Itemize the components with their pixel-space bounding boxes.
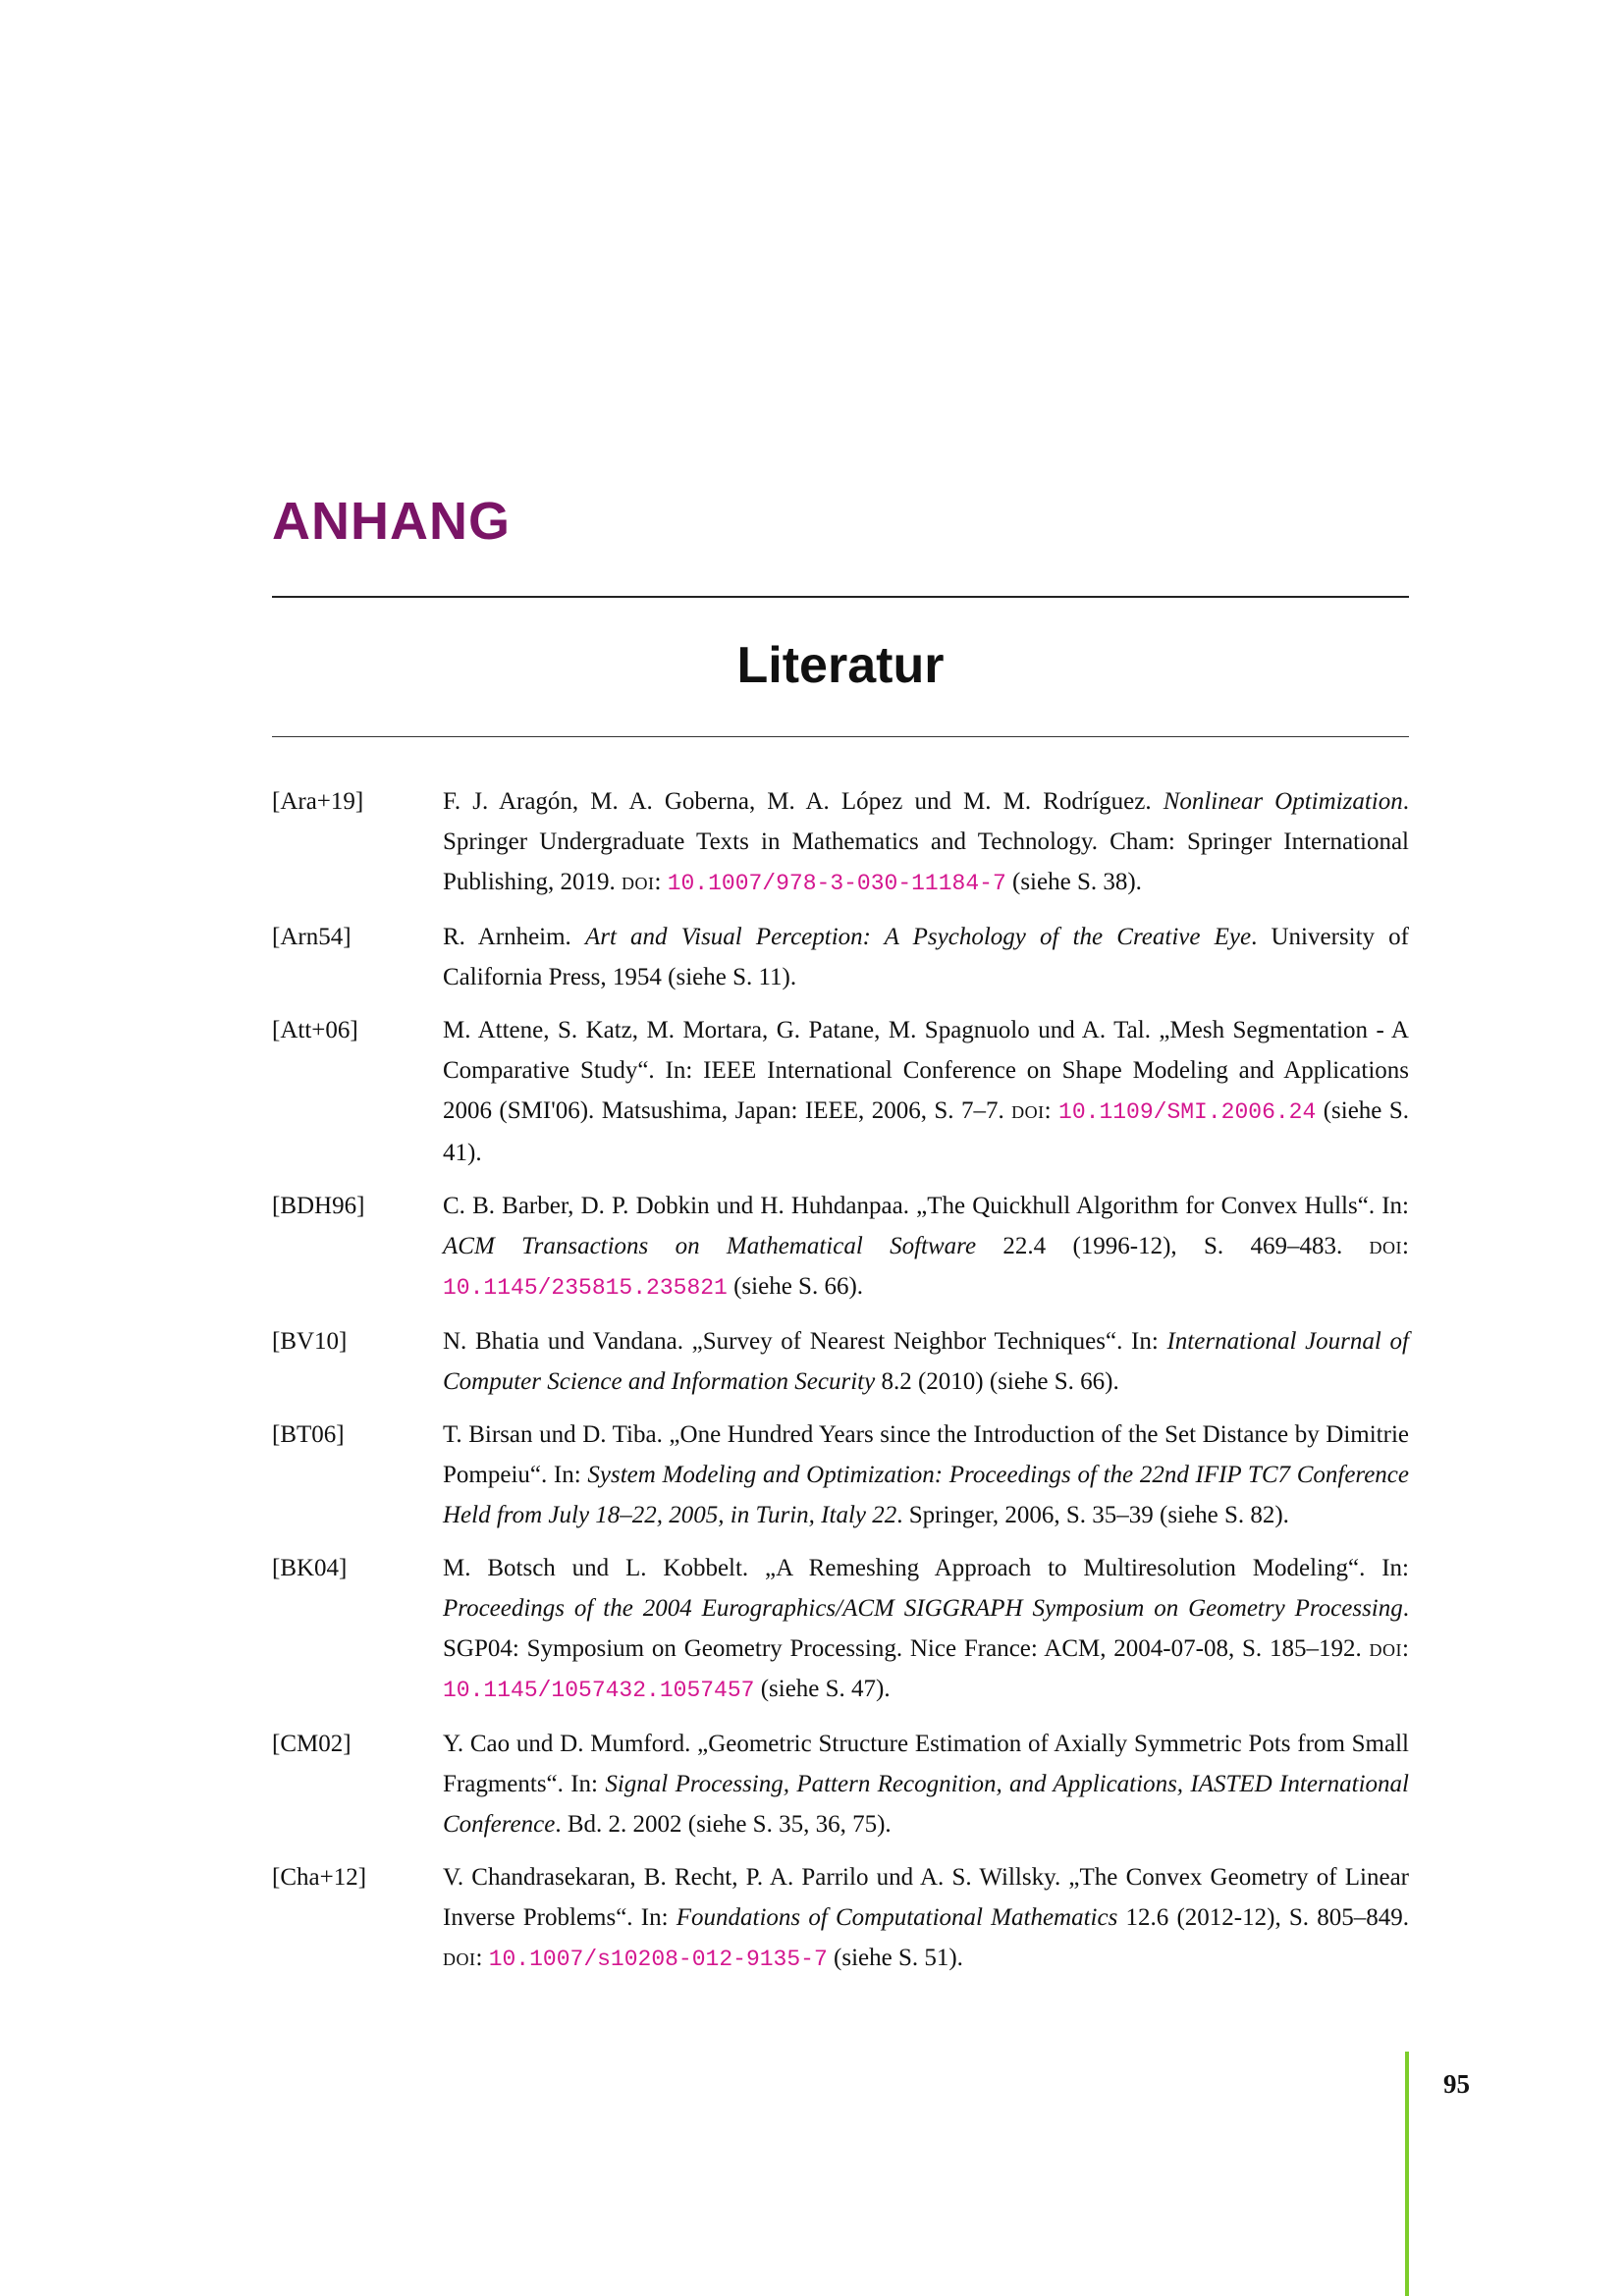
citation-key: [Cha+12] [272, 1864, 367, 1891]
citation-title: Art and Visual Perception: A Psychology of the Creative Eye [584, 924, 1252, 950]
citation-details: . University of California Press, 1954 (siehe S. 11). [443, 924, 1409, 990]
citation-text [443, 1857, 1409, 1980]
doi-link[interactable]: 10.1109/SMI.2006.24 [1058, 1099, 1317, 1125]
citation-details: . SGP04: Symposium on Geometry Processing. Nice France: ACM, 2004-07-08, S. 185–192. [443, 1595, 1409, 1662]
citation-text [443, 781, 1409, 904]
citation-key: [Ara+19] [272, 788, 364, 815]
doi-label: doi [621, 869, 655, 895]
doi-link[interactable]: 10.1145/235815.235821 [443, 1275, 728, 1301]
citation-page-ref: (siehe S. 51). [827, 1945, 963, 1971]
page-number: 95 [1443, 2069, 1470, 2099]
citation-page-ref: (siehe S. 41). [443, 1097, 1409, 1166]
citation-title: Signal Processing, Pattern Recognition, and Applications, IASTED International Conference [443, 1771, 1409, 1838]
citation-title: ACM Transactions on Mathematical Software [443, 1233, 977, 1259]
citation-authors-text: T. Birsan und D. Tiba. „One Hundred Years since the Introduction of the Set Distance by Dimitrie Pompeiu“. In: [443, 1421, 1409, 1488]
title-rule-bottom [272, 736, 1409, 737]
citation-key: [Att+06] [272, 1017, 358, 1043]
citation-key: [BV10] [272, 1328, 348, 1355]
citation-key: [BDH96] [272, 1193, 365, 1219]
part-title: ANHANG [272, 492, 511, 551]
bibliography-entry [272, 1010, 1409, 1173]
doi-link[interactable]: 10.1007/978-3-030-11184-7 [667, 871, 1006, 896]
bibliography-entry [272, 781, 1409, 904]
citation-key: [BT06] [272, 1421, 345, 1448]
bibliography-entry [272, 917, 1409, 997]
bibliography-entry [272, 1321, 1409, 1402]
title-rule-top [272, 596, 1409, 598]
citation-authors-text: N. Bhatia und Vandana. „Survey of Nearest Neighbor Techniques“. In: [443, 1328, 1167, 1355]
citation-page-ref: (siehe S. 66). [727, 1273, 864, 1300]
citation-text [443, 1186, 1409, 1308]
chapter-title: Literatur [736, 637, 945, 694]
citation-details: . Springer Undergraduate Texts in Mathematics and Technology. Cham: Springer International Publishing, 2019. [443, 788, 1409, 895]
citation-details: 12.6 (2012-12), S. 805–849. [1117, 1904, 1409, 1931]
citation-details: 8.2 (2010) (siehe S. 66). [875, 1368, 1119, 1395]
doi-colon: : [475, 1945, 489, 1971]
doi-wrap [1011, 1097, 1316, 1124]
bibliography-entry [272, 1548, 1409, 1711]
citation-page-ref: (siehe S. 38). [1005, 869, 1142, 895]
citation-title: Foundations of Computational Mathematics [676, 1904, 1118, 1931]
citation-text [443, 1321, 1409, 1402]
doi-wrap [443, 1945, 828, 1971]
citation-details: 22.4 (1996-12), S. 469–483. [976, 1233, 1370, 1259]
citation-authors-text: V. Chandrasekaran, B. Recht, P. A. Parrilo und A. S. Willsky. „The Convex Geometry of Linear Inverse Problems“. In: [443, 1864, 1409, 1931]
doi-label: doi [1011, 1097, 1045, 1124]
bibliography-entry [272, 1724, 1409, 1844]
citation-title: System Modeling and Optimization: Proceedings of the 22nd IFIP TC7 Conference Held from July 18–22, 2005, in Turin, Italy 22 [443, 1462, 1410, 1528]
citation-title: Proceedings of the 2004 Eurographics/ACM SIGGRAPH Symposium on Geometry Processing [443, 1595, 1403, 1622]
doi-link[interactable]: 10.1007/s10208-012-9135-7 [488, 1947, 828, 1972]
doi-colon: : [654, 869, 668, 895]
doi-colon: : [1402, 1233, 1409, 1259]
doi-label: doi [443, 1945, 476, 1971]
citation-authors-text: R. Arnheim. [443, 924, 585, 950]
citation-text [443, 1415, 1409, 1535]
citation-page-ref: (siehe S. 47). [754, 1676, 891, 1702]
doi-link[interactable]: 10.1145/1057432.1057457 [443, 1678, 755, 1703]
citation-title: Nonlinear Optimization [1163, 788, 1403, 815]
doi-wrap [622, 869, 1006, 895]
doi-colon: : [1044, 1097, 1059, 1124]
citation-authors-text: M. Botsch und L. Kobbelt. „A Remeshing Approach to Multiresolution Modeling“. In: [443, 1555, 1409, 1581]
citation-title: International Journal of Computer Science and Information Security [443, 1328, 1409, 1395]
citation-text [443, 1548, 1409, 1711]
doi-colon: : [1402, 1635, 1409, 1662]
doi-label: doi [1369, 1635, 1403, 1662]
doi-label: doi [1369, 1233, 1403, 1259]
citation-key: [BK04] [272, 1555, 348, 1581]
bibliography-entry [272, 1857, 1409, 1980]
bibliography-entry [272, 1186, 1409, 1308]
citation-key: [CM02] [272, 1731, 352, 1757]
citation-text [443, 1010, 1409, 1173]
citation-key: [Arn54] [272, 924, 352, 950]
citation-authors-text: C. B. Barber, D. P. Dobkin und H. Huhdanpaa. „The Quickhull Algorithm for Convex Hulls“. In: [443, 1193, 1409, 1219]
bibliography-list [272, 781, 1409, 1993]
citation-text [443, 917, 1409, 997]
citation-details: . Springer, 2006, S. 35–39 (siehe S. 82). [896, 1502, 1289, 1528]
citation-authors-text: F. J. Aragón, M. A. Goberna, M. A. López und M. M. Rodríguez. [443, 788, 1164, 815]
page-margin-bar [1405, 2052, 1409, 2296]
citation-details: . Bd. 2. 2002 (siehe S. 35, 36, 75). [555, 1811, 892, 1838]
citation-authors-text: Y. Cao und D. Mumford. „Geometric Structure Estimation of Axially Symmetric Pots from Small Fragments“. In: [443, 1731, 1409, 1797]
bibliography-entry [272, 1415, 1409, 1535]
citation-text [443, 1724, 1409, 1844]
citation-authors-text: M. Attene, S. Katz, M. Mortara, G. Patane, M. Spagnuolo und A. Tal. „Mesh Segmentation - A Comparative Study“. In: IEEE International Conference on Shape Modeling and Applications 2006 (SMI'06). Matsushima, Japan: IEEE, 2006, S. 7–7. [443, 1017, 1409, 1124]
